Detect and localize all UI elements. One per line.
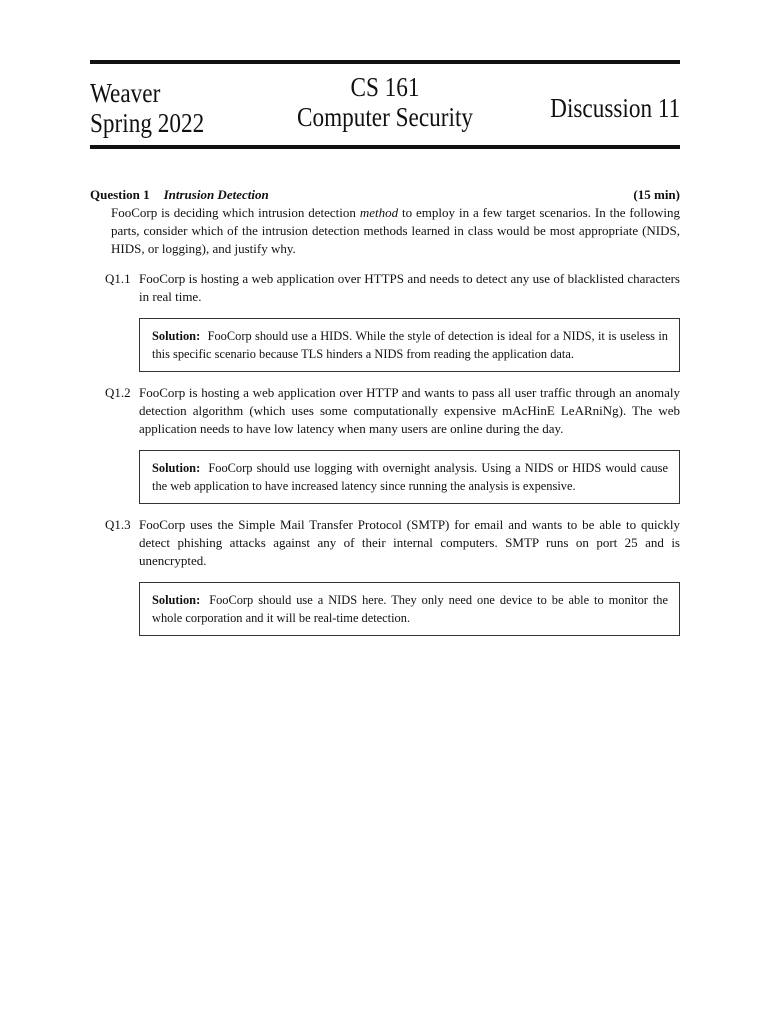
subquestion-q1-2 (90, 384, 680, 438)
intro-method-emphasis: method (359, 205, 399, 220)
header-bottom-rule (90, 145, 680, 149)
solution-box-q1-3 (139, 582, 680, 636)
subquestion-text: FooCorp uses the Simple Mail Transfer Protocol (SMTP) for email and wants to be able to quickly detect phishing attacks against any of their internal computers. SMTP runs on port 25 and is unencrypted. (139, 517, 680, 568)
subquestion-number: Q1.3 (105, 517, 131, 532)
question-time: (15 min) (633, 187, 680, 202)
question-topic: Intrusion Detection (163, 187, 269, 202)
question-title (90, 186, 680, 204)
question-heading (90, 186, 269, 204)
solution-box-q1-1 (139, 318, 680, 372)
subquestion-number: Q1.1 (105, 271, 131, 286)
header-top-rule (90, 60, 680, 64)
header-instructor: Weaver (90, 78, 161, 108)
subquestion-text: FooCorp is hosting a web application over HTTP and wants to pass all user traffic through an anomaly detection algorithm (which uses some computationally expensive mAcHinE LeARniNg). The web application needs to have low latency when many users are online during the day. (139, 385, 680, 436)
header-course-title: Computer Security (296, 102, 474, 132)
question-label: Question 1 (90, 187, 150, 202)
subquestion-text: FooCorp is hosting a web application over HTTPS and needs to detect any use of blacklisted characters in real time. (139, 271, 680, 304)
solution-text: FooCorp should use a HIDS. While the style of detection is ideal for a NIDS, it is useless in this specific scenario because TLS hinders a NIDS from reading the application data. (152, 329, 668, 361)
header-discussion-number: Discussion 11 (549, 93, 680, 123)
subquestion-q1-1 (90, 270, 680, 306)
header-instructor-term (90, 78, 204, 138)
intro-text-start: FooCorp is deciding which intrusion detection (111, 205, 360, 220)
header-course-number: CS 161 (350, 72, 420, 102)
question-intro (90, 204, 680, 258)
question-content (90, 186, 680, 636)
subquestion-q1-3 (90, 516, 680, 570)
solution-box-q1-2 (139, 450, 680, 504)
solution-text: FooCorp should use a NIDS here. They only need one device to be able to monitor the whole corporation and it will be real-time detection. (152, 593, 669, 625)
header-term: Spring 2022 (90, 108, 205, 138)
intro-text-end: to employ in a few target scenarios. In the following parts, consider which of the intrusion detection methods learned in class would be most appropriate (NIDS, HIDS, or logging), and justify why. (111, 205, 680, 256)
solution-label: Solution: (152, 329, 201, 343)
solution-text: FooCorp should use logging with overnight analysis. Using a NIDS or HIDS would cause the web application to have increased latency since running the analysis is expensive. (152, 461, 668, 493)
solution-label: Solution: (152, 593, 201, 607)
subquestion-number: Q1.2 (105, 385, 131, 400)
header-course (273, 72, 497, 132)
solution-label: Solution: (152, 461, 201, 475)
